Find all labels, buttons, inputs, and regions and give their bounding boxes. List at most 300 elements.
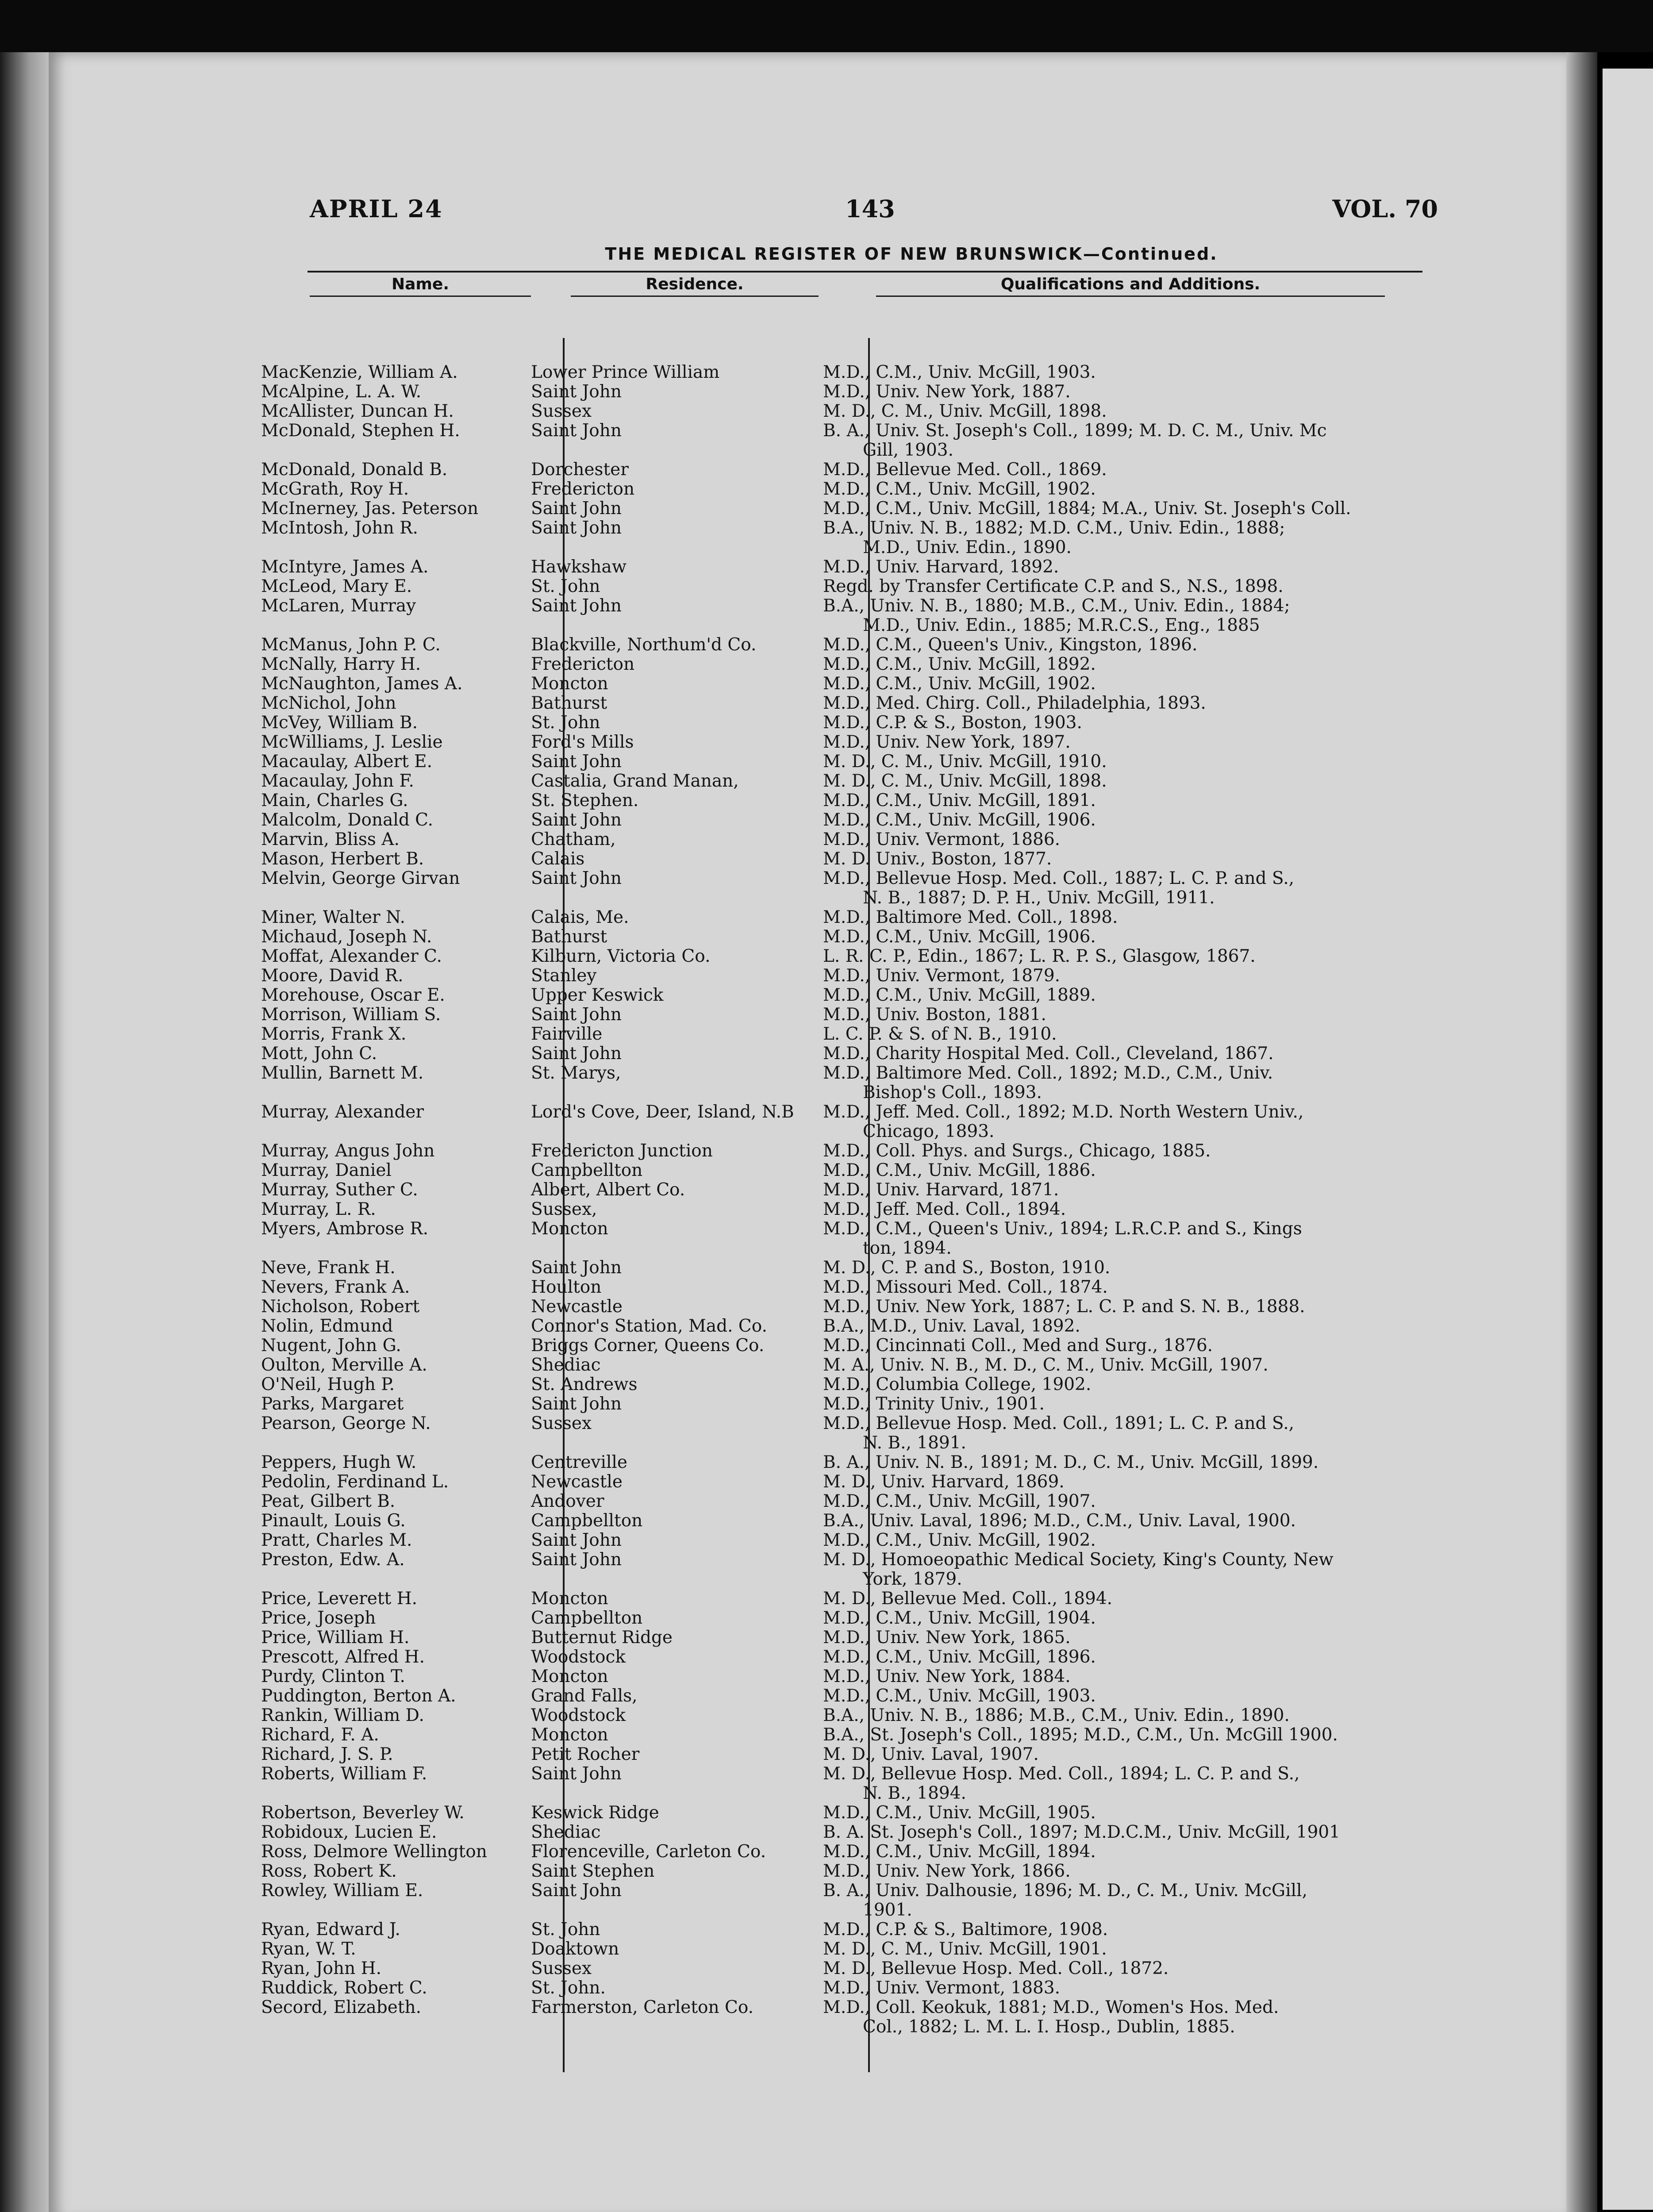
volume-label: VOL. 70	[1332, 195, 1438, 223]
entry-name: McNaughton, James A.	[261, 674, 463, 694]
qualification-line: M.D., Baltimore Med. Coll., 1898.	[823, 907, 1118, 927]
entry-name: McIntosh, John R.	[261, 518, 418, 538]
entry-qualifications	[823, 1258, 1425, 1278]
qualification-line: B. A., Univ. Dalhousie, 1896; M. D., C. M., Univ. McGill,	[823, 1881, 1307, 1901]
qualification-line: M. D., Bellevue Med. Coll., 1894.	[823, 1589, 1113, 1609]
entry-name: McWilliams, J. Leslie	[261, 732, 443, 752]
entry-residence: Sussex	[531, 1413, 592, 1433]
qualification-line: M.D., Baltimore Med. Coll., 1892; M.D., C.M., Univ.	[823, 1063, 1273, 1083]
entry-residence: Blackville, Northum'd Co.	[531, 635, 757, 655]
entry-name: Parks, Margaret	[261, 1394, 404, 1414]
entry-qualifications	[823, 518, 1425, 557]
entry-residence: Saint John	[531, 810, 622, 830]
entry-qualifications	[823, 1842, 1425, 1862]
entry-qualifications	[823, 1531, 1425, 1550]
entry-qualifications	[823, 694, 1425, 713]
entry-name: McGrath, Roy H.	[261, 479, 409, 499]
entry-qualifications	[823, 1005, 1425, 1025]
qualification-line: L. C. P. & S. of N. B., 1910.	[823, 1024, 1057, 1044]
entry-residence: Saint John	[531, 499, 622, 518]
entry-residence: Saint John	[531, 868, 622, 888]
qualification-line: 1901.	[863, 1900, 912, 1920]
entry-qualifications	[823, 986, 1425, 1005]
entry-residence: Briggs Corner, Queens Co.	[531, 1336, 765, 1356]
entry-residence: Farmerston, Carleton Co.	[531, 1997, 754, 2017]
entry-name: McLaren, Murray	[261, 596, 416, 616]
qualification-line: M. D., C. M., Univ. McGill, 1898.	[823, 771, 1107, 791]
entry-qualifications	[823, 499, 1425, 518]
entry-name: Ross, Robert K.	[261, 1861, 397, 1881]
entry-name: Murray, Suther C.	[261, 1180, 418, 1200]
qualification-line: Gill, 1903.	[863, 440, 954, 460]
entry-qualifications	[823, 1998, 1425, 2037]
entry-qualifications	[823, 908, 1425, 927]
qualification-line: M.D., Univ. Edin., 1885; M.R.C.S., Eng., 1885	[863, 615, 1260, 635]
entry-name: McLeod, Mary E.	[261, 576, 412, 596]
header-underline-name	[310, 296, 531, 297]
entry-residence: Saint John	[531, 1044, 622, 1064]
qualification-line: M. D., Bellevue Hosp. Med. Coll., 1872.	[823, 1959, 1169, 1978]
qualification-line: M.D., C.M., Univ. McGill, 1902.	[823, 1530, 1096, 1550]
qualification-line: M.D., Univ. Harvard, 1871.	[823, 1180, 1059, 1200]
qualification-line: M.D., Univ. New York, 1884.	[823, 1667, 1071, 1686]
entry-name: McVey, William B.	[261, 713, 418, 733]
entry-qualifications	[823, 1336, 1425, 1356]
entry-residence: Woodstock	[531, 1647, 626, 1667]
qualification-line: M. D., Univ. Laval, 1907.	[823, 1744, 1039, 1764]
entry-residence: Fairville	[531, 1024, 603, 1044]
entry-name: Ross, Delmore Wellington	[261, 1842, 487, 1862]
qualification-line: M.D., Coll. Keokuk, 1881; M.D., Women's Hos. Med.	[823, 1997, 1279, 2017]
entry-qualifications	[823, 752, 1425, 772]
entry-qualifications	[823, 1823, 1425, 1842]
entry-qualifications	[823, 869, 1425, 908]
entry-qualifications	[823, 480, 1425, 499]
entry-qualifications	[823, 655, 1425, 674]
entry-residence: Sussex,	[531, 1199, 597, 1219]
entry-name: Ryan, W. T.	[261, 1939, 356, 1959]
entry-residence: St. John	[531, 576, 600, 596]
entry-residence: Saint John	[531, 752, 622, 772]
entry-qualifications	[823, 1297, 1425, 1317]
entry-name: Pedolin, Ferdinand L.	[261, 1472, 449, 1492]
entry-residence: Lower Prince William	[531, 362, 720, 382]
entry-qualifications	[823, 1939, 1425, 1959]
entry-residence: Kilburn, Victoria Co.	[531, 946, 711, 966]
entry-qualifications	[823, 1978, 1425, 1998]
qualification-line: B.A., Univ. N. B., 1882; M.D. C.M., Univ. Edin., 1888;	[823, 518, 1285, 538]
entry-residence: Saint John	[531, 1881, 622, 1901]
entry-name: Macaulay, John F.	[261, 771, 414, 791]
entry-name: Marvin, Bliss A.	[261, 830, 400, 849]
entry-qualifications	[823, 1141, 1425, 1161]
entry-qualifications	[823, 1764, 1425, 1803]
facing-page-edge	[1603, 69, 1653, 2210]
qualification-line: M.D., Jeff. Med. Coll., 1894.	[823, 1199, 1066, 1219]
spine-shadow	[1566, 52, 1597, 2212]
entry-name: Nolin, Edmund	[261, 1316, 393, 1336]
qualification-line: M.D., C.M., Univ. McGill, 1906.	[823, 810, 1096, 830]
entry-qualifications	[823, 1589, 1425, 1609]
qualification-line: N. B., 1887; D. P. H., Univ. McGill, 1911.	[863, 888, 1215, 908]
entry-name: Richard, J. S. P.	[261, 1744, 393, 1764]
entry-residence: Saint John	[531, 596, 622, 616]
entry-residence: Andover	[531, 1491, 604, 1511]
qualification-line: M.D., Univ. Harvard, 1892.	[823, 557, 1059, 577]
entry-residence: Fredericton	[531, 654, 635, 674]
entry-residence: St. John	[531, 1920, 600, 1939]
entry-residence: Connor's Station, Mad. Co.	[531, 1316, 767, 1336]
entry-qualifications	[823, 1375, 1425, 1394]
qualification-line: Col., 1882; L. M. L. I. Hosp., Dublin, 1885.	[863, 2017, 1235, 2037]
qualification-line: B.A., Univ. Laval, 1896; M.D., C.M., Univ. Laval, 1900.	[823, 1511, 1296, 1531]
qualification-line: Bishop's Coll., 1893.	[863, 1083, 1042, 1102]
entry-qualifications	[823, 1064, 1425, 1102]
entry-residence: Calais	[531, 849, 585, 869]
qualification-line: M. D., C. M., Univ. McGill, 1901.	[823, 1939, 1107, 1959]
qualification-line: M.D., Trinity Univ., 1901.	[823, 1394, 1045, 1414]
qualification-line: M.D., C.M., Univ. McGill, 1905.	[823, 1803, 1096, 1823]
entry-name: Puddington, Berton A.	[261, 1686, 456, 1706]
qualification-line: M.D., Univ. New York, 1887.	[823, 382, 1071, 402]
entry-name: O'Neil, Hugh P.	[261, 1375, 395, 1394]
issue-date: APRIL 24	[310, 195, 443, 223]
entry-residence: Hawkshaw	[531, 557, 627, 577]
entry-residence: Albert, Albert Co.	[531, 1180, 685, 1200]
entry-name: Oulton, Merville A.	[261, 1355, 427, 1375]
qualification-line: M.D., C.M., Univ. McGill, 1886.	[823, 1160, 1096, 1180]
column-header-qualifications: Qualifications and Additions.	[1000, 275, 1261, 293]
entry-name: Miner, Walter N.	[261, 907, 405, 927]
entry-qualifications	[823, 1550, 1425, 1589]
entry-residence: Sussex	[531, 401, 592, 421]
entry-name: Mott, John C.	[261, 1044, 377, 1064]
qualification-line: M.D., Missouri Med. Coll., 1874.	[823, 1277, 1108, 1297]
entry-qualifications	[823, 1317, 1425, 1336]
entry-residence: Moncton	[531, 674, 608, 694]
entry-residence: Petit Rocher	[531, 1744, 640, 1764]
qualification-line: M.D., Univ. Vermont, 1886.	[823, 830, 1061, 849]
qualification-line: M.D., Coll. Phys. and Surgs., Chicago, 1885.	[823, 1141, 1211, 1161]
entry-qualifications	[823, 1862, 1425, 1881]
entry-residence: Campbellton	[531, 1160, 643, 1180]
entry-residence: Ford's Mills	[531, 732, 634, 752]
entry-name: Mason, Herbert B.	[261, 849, 424, 869]
entry-name: Nevers, Frank A.	[261, 1277, 410, 1297]
entry-name: Murray, Alexander	[261, 1102, 424, 1122]
entry-qualifications	[823, 382, 1425, 402]
entry-residence: Fredericton	[531, 479, 635, 499]
qualification-line: Regd. by Transfer Certificate C.P. and S., N.S., 1898.	[823, 576, 1284, 596]
entry-name: Moore, David R.	[261, 966, 404, 986]
entry-residence: St. John.	[531, 1978, 606, 1998]
entry-residence: Houlton	[531, 1277, 602, 1297]
qualification-line: B. A. St. Joseph's Coll., 1897; M.D.C.M., Univ. McGill, 1901	[823, 1822, 1340, 1842]
qualification-line: M.D., Univ. New York, 1865.	[823, 1628, 1071, 1647]
entry-qualifications	[823, 1492, 1425, 1511]
qualification-line: M.D., C.M., Univ. McGill, 1906.	[823, 927, 1096, 947]
qualification-line: M. A., Univ. N. B., M. D., C. M., Univ. McGill, 1907.	[823, 1355, 1269, 1375]
entry-residence: Upper Keswick	[531, 985, 664, 1005]
entry-qualifications	[823, 1667, 1425, 1686]
entry-residence: Calais, Me.	[531, 907, 629, 927]
entry-name: Pratt, Charles M.	[261, 1530, 412, 1550]
entry-residence: Stanley	[531, 966, 597, 986]
entry-name: Michaud, Joseph N.	[261, 927, 432, 947]
entry-qualifications	[823, 1881, 1425, 1920]
entry-qualifications	[823, 1278, 1425, 1297]
entry-qualifications	[823, 772, 1425, 791]
entry-name: McManus, John P. C.	[261, 635, 441, 655]
entry-name: Robertson, Beverley W.	[261, 1803, 465, 1823]
qualification-line: M.D., C.M., Univ. McGill, 1891.	[823, 791, 1096, 810]
entry-qualifications	[823, 1044, 1425, 1064]
entry-qualifications	[823, 1102, 1425, 1141]
entry-qualifications	[823, 1472, 1425, 1492]
entry-residence: St. Andrews	[531, 1375, 638, 1394]
page-number: 143	[845, 195, 895, 223]
entry-residence: Centreville	[531, 1452, 627, 1472]
entry-name: MacKenzie, William A.	[261, 362, 458, 382]
entry-name: Rankin, William D.	[261, 1705, 424, 1725]
entry-residence: St. Stephen.	[531, 791, 639, 810]
qualification-line: B.A., Univ. N. B., 1886; M.B., C.M., Univ. Edin., 1890.	[823, 1705, 1290, 1725]
scan-border-top	[0, 0, 1653, 52]
entry-residence: Saint John	[531, 382, 622, 402]
entry-qualifications	[823, 830, 1425, 849]
entry-residence: Keswick Ridge	[531, 1803, 659, 1823]
entry-name: Peat, Gilbert B.	[261, 1491, 396, 1511]
register-title: THE MEDICAL REGISTER OF NEW BRUNSWICK—Continued.	[605, 244, 1218, 264]
book-gutter	[0, 52, 49, 2212]
entry-name: Preston, Edw. A.	[261, 1550, 405, 1570]
entry-residence: Shediac	[531, 1355, 601, 1375]
entry-name: Price, William H.	[261, 1628, 410, 1647]
entry-residence: Grand Falls,	[531, 1686, 638, 1706]
header-underline-residence	[571, 296, 819, 297]
entry-residence: Saint John	[531, 421, 622, 441]
entry-residence: St. John	[531, 713, 600, 733]
entry-name: Roberts, William F.	[261, 1764, 427, 1784]
qualification-line: B.A., St. Joseph's Coll., 1895; M.D., C.M., Un. McGill 1900.	[823, 1725, 1338, 1745]
entry-qualifications	[823, 557, 1425, 577]
entry-qualifications	[823, 1725, 1425, 1745]
qualification-line: M.D., Univ. New York, 1887; L. C. P. and S. N. B., 1888.	[823, 1297, 1305, 1317]
qualification-line: M.D., C.M., Univ. McGill, 1902.	[823, 674, 1096, 694]
entry-residence: Woodstock	[531, 1705, 626, 1725]
entry-qualifications	[823, 947, 1425, 966]
entry-name: McAllister, Duncan H.	[261, 401, 454, 421]
entry-qualifications	[823, 1394, 1425, 1414]
entry-residence: Saint John	[531, 1005, 622, 1025]
entry-qualifications	[823, 1628, 1425, 1647]
qualification-line: M.D., Jeff. Med. Coll., 1892; M.D. North Western Univ.,	[823, 1102, 1304, 1122]
entry-qualifications	[823, 1647, 1425, 1667]
entry-name: Rowley, William E.	[261, 1881, 423, 1901]
entry-qualifications	[823, 791, 1425, 810]
entry-qualifications	[823, 1161, 1425, 1180]
entry-qualifications	[823, 1414, 1425, 1453]
entry-name: McDonald, Stephen H.	[261, 421, 460, 441]
entry-residence: Saint John	[531, 1550, 622, 1570]
entry-residence: Newcastle	[531, 1472, 623, 1492]
qualification-line: M.D., C.M., Univ. McGill, 1896.	[823, 1647, 1096, 1667]
entry-residence: Moncton	[531, 1725, 608, 1745]
entry-name: Morrison, William S.	[261, 1005, 441, 1025]
qualification-line: M.D., Univ. Vermont, 1883.	[823, 1978, 1061, 1998]
entry-name: Neve, Frank H.	[261, 1258, 396, 1278]
qualification-line: M.D., C.M., Univ. McGill, 1889.	[823, 985, 1096, 1005]
qualification-line: M. D., Univ. Harvard, 1869.	[823, 1472, 1065, 1492]
entry-name: Moffat, Alexander C.	[261, 946, 442, 966]
column-header-residence: Residence.	[646, 275, 744, 293]
entry-qualifications	[823, 363, 1425, 382]
entry-name: Morris, Frank X.	[261, 1024, 407, 1044]
entry-qualifications	[823, 674, 1425, 694]
entry-residence: Moncton	[531, 1667, 608, 1686]
entry-qualifications	[823, 810, 1425, 830]
qualification-line: M.D., C.M., Queen's Univ., Kingston, 1896.	[823, 635, 1198, 655]
qualification-line: M. D., Homoeopathic Medical Society, King's County, New	[823, 1550, 1334, 1570]
qualification-line: M.D., Univ. Vermont, 1879.	[823, 966, 1061, 986]
entry-qualifications	[823, 849, 1425, 869]
qualification-line: M. D., C. M., Univ. McGill, 1898.	[823, 401, 1107, 421]
entry-residence: Dorchester	[531, 460, 629, 480]
qualification-line: M.D., C.M., Queen's Univ., 1894; L.R.C.P. and S., Kings	[823, 1219, 1302, 1239]
entry-name: Murray, Daniel	[261, 1160, 392, 1180]
entry-name: Myers, Ambrose R.	[261, 1219, 428, 1239]
qualification-line: M.D., C.P. & S., Boston, 1903.	[823, 713, 1082, 733]
entry-name: Mullin, Barnett M.	[261, 1063, 424, 1083]
entry-qualifications	[823, 577, 1425, 596]
entry-name: Secord, Elizabeth.	[261, 1997, 421, 2017]
entry-name: Ruddick, Robert C.	[261, 1978, 427, 1998]
entry-name: Purdy, Clinton T.	[261, 1667, 405, 1686]
entry-qualifications	[823, 1219, 1425, 1258]
entry-name: McInerney, Jas. Peterson	[261, 499, 479, 518]
entry-qualifications	[823, 1686, 1425, 1706]
qualification-line: M.D., Columbia College, 1902.	[823, 1375, 1092, 1394]
title-rule	[308, 271, 1422, 273]
entry-name: Murray, L. R.	[261, 1199, 376, 1219]
entry-residence: Saint John	[531, 1530, 622, 1550]
entry-name: Pearson, George N.	[261, 1413, 431, 1433]
header-underline-qualifications	[876, 296, 1385, 297]
entry-qualifications	[823, 1745, 1425, 1764]
entry-residence: Saint John	[531, 518, 622, 538]
qualification-line: M.D., Univ. Boston, 1881.	[823, 1005, 1046, 1025]
qualification-line: M.D., Univ. New York, 1866.	[823, 1861, 1071, 1881]
qualification-line: N. B., 1894.	[863, 1783, 966, 1803]
entry-name: Murray, Angus John	[261, 1141, 435, 1161]
qualification-line: M. D., C. M., Univ. McGill, 1910.	[823, 752, 1107, 772]
entry-residence: Lord's Cove, Deer, Island, N.B	[531, 1102, 794, 1122]
qualification-line: M.D., C.M., Univ. McGill, 1902.	[823, 479, 1096, 499]
entry-name: McDonald, Donald B.	[261, 460, 448, 480]
entry-residence: Fredericton Junction	[531, 1141, 713, 1161]
entry-qualifications	[823, 402, 1425, 421]
entry-name: Main, Charles G.	[261, 791, 408, 810]
entry-residence: Campbellton	[531, 1608, 643, 1628]
entry-residence: Saint John	[531, 1394, 622, 1414]
entry-qualifications	[823, 1706, 1425, 1725]
qualification-line: N. B., 1891.	[863, 1433, 966, 1453]
entry-residence: St. Marys,	[531, 1063, 621, 1083]
qualification-line: York, 1879.	[863, 1569, 962, 1589]
entry-residence: Sussex	[531, 1959, 592, 1978]
entry-residence: Shediac	[531, 1822, 601, 1842]
entry-qualifications	[823, 1200, 1425, 1219]
entry-qualifications	[823, 1511, 1425, 1531]
qualification-line: M. D. Univ., Boston, 1877.	[823, 849, 1052, 869]
qualification-line: M.D., C.M., Univ. McGill, 1907.	[823, 1491, 1096, 1511]
entry-residence: Saint Stephen	[531, 1861, 655, 1881]
entry-qualifications	[823, 1453, 1425, 1472]
entry-residence: Bathurst	[531, 693, 607, 713]
column-header-name: Name.	[391, 275, 450, 293]
entry-residence: Campbellton	[531, 1511, 643, 1531]
entry-qualifications	[823, 927, 1425, 947]
entry-name: Robidoux, Lucien E.	[261, 1822, 437, 1842]
qualification-line: M.D., C.M., Univ. McGill, 1894.	[823, 1842, 1096, 1862]
entry-residence: Bathurst	[531, 927, 607, 947]
entry-residence: Newcastle	[531, 1297, 623, 1317]
entry-qualifications	[823, 596, 1425, 635]
qualification-line: B.A., Univ. N. B., 1880; M.B., C.M., Univ. Edin., 1884;	[823, 596, 1290, 616]
qualification-line: M.D., C.M., Univ. McGill, 1884; M.A., Univ. St. Joseph's Coll.	[823, 499, 1351, 518]
qualification-line: B. A., Univ. N. B., 1891; M. D., C. M., Univ. McGill, 1899.	[823, 1452, 1319, 1472]
qualification-line: M.D., Bellevue Hosp. Med. Coll., 1887; L. C. P. and S.,	[823, 868, 1294, 888]
entry-residence: Chatham,	[531, 830, 616, 849]
entry-name: Macaulay, Albert E.	[261, 752, 433, 772]
entry-residence: Doaktown	[531, 1939, 619, 1959]
qualification-line: M.D., Bellevue Hosp. Med. Coll., 1891; L. C. P. and S.,	[823, 1413, 1294, 1433]
qualification-line: ton, 1894.	[863, 1238, 952, 1258]
qualification-line: M. D., Bellevue Hosp. Med. Coll., 1894; L. C. P. and S.,	[823, 1764, 1300, 1784]
qualification-line: M.D., Bellevue Med. Coll., 1869.	[823, 460, 1107, 480]
entry-name: McIntyre, James A.	[261, 557, 429, 577]
entry-residence: Saint John	[531, 1258, 622, 1278]
entry-name: Melvin, George Girvan	[261, 868, 460, 888]
entry-residence: Castalia, Grand Manan,	[531, 771, 739, 791]
qualification-line: M.D., Univ. Edin., 1890.	[863, 538, 1072, 557]
entry-qualifications	[823, 1025, 1425, 1044]
entry-residence: Florenceville, Carleton Co.	[531, 1842, 766, 1862]
qualification-line: M.D., C.M., Univ. McGill, 1903.	[823, 1686, 1096, 1706]
qualification-line: M.D., C.M., Univ. McGill, 1904.	[823, 1608, 1096, 1628]
entry-name: Ryan, John H.	[261, 1959, 382, 1978]
entry-name: Malcolm, Donald C.	[261, 810, 434, 830]
qualification-line: M.D., C.M., Univ. McGill, 1903.	[823, 362, 1096, 382]
qualification-line: M.D., C.M., Univ. McGill, 1892.	[823, 654, 1096, 674]
qualification-line: M.D., C.P. & S., Baltimore, 1908.	[823, 1920, 1108, 1939]
entry-name: McNally, Harry H.	[261, 654, 421, 674]
entry-residence: Butternut Ridge	[531, 1628, 673, 1647]
entry-residence: Moncton	[531, 1589, 608, 1609]
qualification-line: M.D., Univ. New York, 1897.	[823, 732, 1071, 752]
entry-qualifications	[823, 1959, 1425, 1978]
entry-qualifications	[823, 713, 1425, 733]
qualification-line: Chicago, 1893.	[863, 1121, 995, 1141]
entry-name: Pinault, Louis G.	[261, 1511, 406, 1531]
entry-residence: Saint John	[531, 1764, 622, 1784]
qualification-line: M.D., Med. Chirg. Coll., Philadelphia, 1893.	[823, 693, 1206, 713]
entry-name: Price, Joseph	[261, 1608, 376, 1628]
qualification-line: M. D., C. P. and S., Boston, 1910.	[823, 1258, 1111, 1278]
entry-name: Morehouse, Oscar E.	[261, 985, 445, 1005]
entry-name: McAlpine, L. A. W.	[261, 382, 422, 402]
entry-qualifications	[823, 1920, 1425, 1939]
